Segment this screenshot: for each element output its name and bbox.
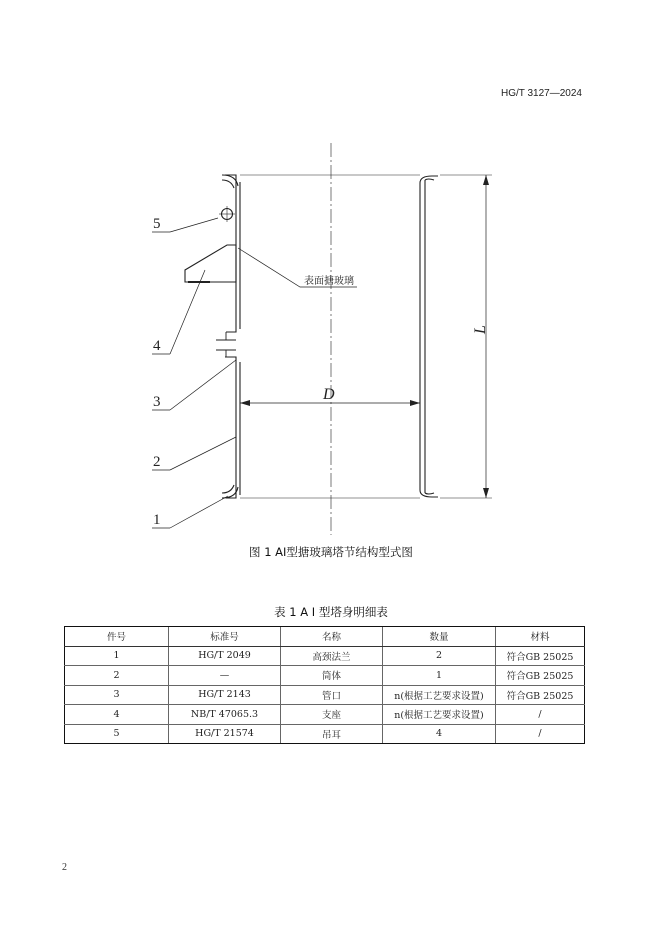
table-cell: HG/T 21574 (169, 724, 281, 744)
table-row (65, 666, 585, 686)
header-cell: 材料 (496, 627, 585, 647)
table-cell: 符合GB 25025 (496, 685, 585, 705)
parts-table (64, 626, 585, 744)
table-row (65, 685, 585, 705)
table-cell: 符合GB 25025 (496, 666, 585, 686)
dimension-l: L (472, 325, 489, 334)
table-cell: 支座 (281, 705, 383, 725)
table-cell: 符合GB 25025 (496, 646, 585, 666)
leader-2 (170, 437, 236, 470)
callout-4: 4 (153, 338, 161, 354)
standard-code: HG/T 3127—2024 (501, 88, 582, 99)
table-cell: 4 (383, 724, 496, 744)
right-flange-bottom (420, 490, 438, 497)
left-wall-upper (225, 175, 240, 332)
dimension-d: D (323, 386, 335, 403)
nozzle (216, 332, 236, 357)
right-flange-top (420, 176, 438, 183)
table-cell: 4 (65, 705, 169, 725)
leader-4 (170, 270, 205, 354)
table-cell: 筒体 (281, 666, 383, 686)
header-cell: 名称 (281, 627, 383, 647)
callout-5: 5 (153, 216, 161, 232)
table-row (65, 724, 585, 744)
header-cell: 件号 (65, 627, 169, 647)
callout-1: 1 (153, 512, 161, 528)
table-cell: n(根据工艺要求设置) (383, 705, 496, 725)
support-bracket (185, 245, 236, 282)
table-caption: 表 1 A Ⅰ 型塔身明细表 (274, 605, 388, 619)
leader-5 (170, 218, 218, 232)
callout-3: 3 (153, 394, 161, 410)
figure-caption: 图 1 AI型搪玻璃塔节结构型式图 (249, 545, 413, 559)
table-cell: / (496, 705, 585, 725)
table-cell: 吊耳 (281, 724, 383, 744)
leader-1 (170, 496, 228, 528)
table-cell: 1 (65, 646, 169, 666)
header-cell: 标准号 (169, 627, 281, 647)
table-header-row (65, 627, 585, 647)
table-cell: 3 (65, 685, 169, 705)
table-row (65, 705, 585, 725)
table-cell: n(根据工艺要求设置) (383, 685, 496, 705)
surface-label: 表面搪玻璃 (304, 276, 354, 287)
table-cell: HG/T 2143 (169, 685, 281, 705)
table-cell: 管口 (281, 685, 383, 705)
table-cell: HG/T 2049 (169, 646, 281, 666)
table-cell: — (169, 666, 281, 686)
left-wall-lower (225, 357, 240, 498)
table-cell: / (496, 724, 585, 744)
table-cell: 1 (383, 666, 496, 686)
page-number: 2 (62, 862, 67, 873)
table-cell: NB/T 47065.3 (169, 705, 281, 725)
callout-2: 2 (153, 454, 161, 470)
right-wall (420, 180, 425, 493)
table-row (65, 646, 585, 666)
header-cell: 数量 (383, 627, 496, 647)
table-cell: 2 (383, 646, 496, 666)
table-cell: 高颈法兰 (281, 646, 383, 666)
table-cell: 2 (65, 666, 169, 686)
leader-3 (170, 360, 236, 410)
table-cell: 5 (65, 724, 169, 744)
